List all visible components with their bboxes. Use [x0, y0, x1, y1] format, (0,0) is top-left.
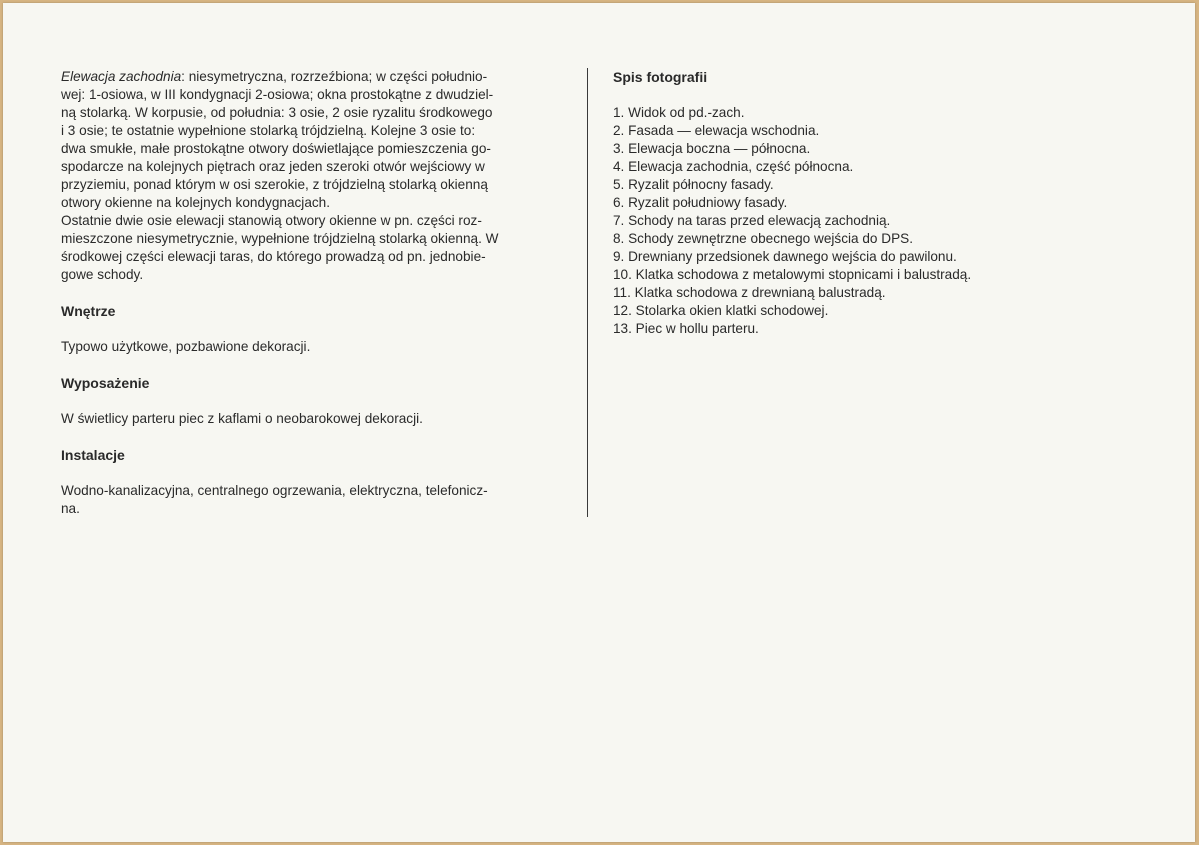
- photo-list-item: 5. Ryzalit północny fasady.: [613, 177, 774, 192]
- paragraph-line: spodarcze na kolejnych piętrach oraz jeden szeroki otwór wejściowy w: [61, 159, 485, 174]
- elevation-paragraph: [61, 68, 565, 284]
- paragraph-line: przyziemiu, ponad którym w osi szerokie, z trójdzielną stolarką okienną: [61, 177, 488, 192]
- paragraph-line: dwa smukłe, małe prostokątne otwory doświetlające pomieszczenia go-: [61, 141, 491, 156]
- photo-list-item: 9. Drewniany przedsionek dawnego wejścia do pawilonu.: [613, 249, 957, 264]
- section-heading-interior: Wnętrze: [61, 303, 116, 319]
- column-divider: [587, 68, 588, 517]
- document-page: [3, 3, 1195, 842]
- paragraph-line: środkowej części elewacji taras, do którego prowadzą od pn. jednobie-: [61, 249, 486, 264]
- photo-list-item: 1. Widok od pd.-zach.: [613, 105, 745, 120]
- photo-list-column: [613, 68, 1093, 338]
- section-body-interior: Typowo użytkowe, pozbawione dekoracji.: [61, 339, 311, 354]
- photo-list: [613, 104, 1093, 338]
- section-body-installations-cont: na.: [61, 501, 80, 516]
- paragraph-line: otwory okienne na kolejnych kondygnacjach.: [61, 195, 331, 210]
- photo-list-item: 7. Schody na taras przed elewacją zachodnią.: [613, 213, 891, 228]
- paragraph-line: [61, 68, 565, 86]
- photo-list-item: 8. Schody zewnętrzne obecnego wejścia do DPS.: [613, 231, 913, 246]
- elevation-lead: Elewacja zachodnia: [61, 69, 182, 84]
- photo-list-item: 10. Klatka schodowa z metalowymi stopnicami i balustradą.: [613, 267, 972, 282]
- section-body-installations: Wodno-kanalizacyjna, centralnego ogrzewania, elektryczna, telefonicz-: [61, 483, 488, 498]
- paragraph-line: gowe schody.: [61, 267, 144, 282]
- paragraph-line-text: : niesymetryczna, rozrzeźbiona; w części południo-: [181, 69, 488, 84]
- photo-list-item: 4. Elewacja zachodnia, część północna.: [613, 159, 854, 174]
- paragraph-line: wej: 1-osiowa, w III kondygnacji 2-osiowa; okna prostokątne z dwudziel-: [61, 87, 494, 102]
- photo-list-item: 6. Ryzalit południowy fasady.: [613, 195, 788, 210]
- photo-list-item: 3. Elewacja boczna — północna.: [613, 141, 811, 156]
- section-body-equipment: W świetlicy parteru piec z kaflami o neobarokowej dekoracji.: [61, 411, 423, 426]
- photo-list-item: 12. Stolarka okien klatki schodowej.: [613, 303, 829, 318]
- section-heading-installations: Instalacje: [61, 447, 125, 463]
- photo-list-heading: Spis fotografii: [613, 69, 708, 85]
- section-heading-equipment: Wyposażenie: [61, 375, 150, 391]
- photo-list-item: 11. Klatka schodowa z drewnianą balustradą.: [613, 285, 886, 300]
- paragraph-line: mieszczone niesymetrycznie, wypełnione trójdzielną stolarką okienną. W: [61, 231, 499, 246]
- paragraph-line: i 3 osie; te ostatnie wypełnione stolarką trójdzielną. Kolejne 3 osie to:: [61, 123, 476, 138]
- description-column: [61, 68, 565, 518]
- photo-list-item: 2. Fasada — elewacja wschodnia.: [613, 123, 820, 138]
- paragraph-line: Ostatnie dwie osie elewacji stanowią otwory okienne w pn. części roz-: [61, 213, 482, 228]
- photo-list-item: 13. Piec w hollu parteru.: [613, 321, 759, 336]
- paragraph-line: ną stolarką. W korpusie, od południa: 3 osie, 2 osie ryzalitu środkowego: [61, 105, 493, 120]
